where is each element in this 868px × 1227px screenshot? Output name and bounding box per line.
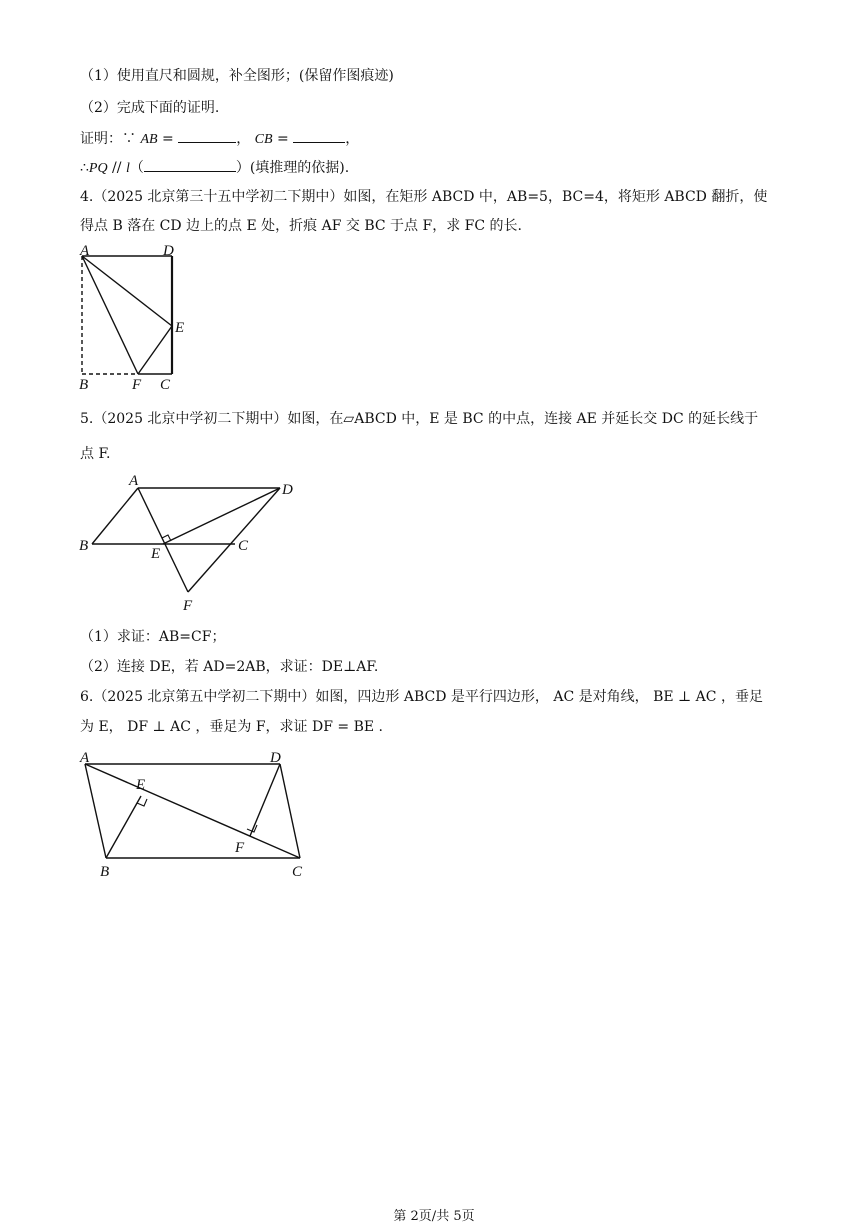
q3-part1: （1）使用直尺和圆规，补全图形；(保留作图痕迹) bbox=[80, 68, 394, 84]
line-dcf bbox=[188, 488, 280, 592]
q5-text-line2: 点 F. bbox=[80, 446, 111, 462]
blank-reason[interactable] bbox=[144, 157, 236, 172]
label-f: F bbox=[235, 840, 245, 856]
label-b: B bbox=[79, 538, 89, 554]
q5-part2: （2）连接 DE，若 AD=2AB，求证：DE⊥AF. bbox=[80, 659, 379, 675]
segment-be bbox=[106, 796, 141, 858]
reason-hint: ）(填推理的依据). bbox=[235, 160, 350, 176]
q3-proof-line bbox=[80, 128, 359, 150]
label-c: C bbox=[238, 538, 249, 554]
segment-ae bbox=[82, 256, 172, 326]
label-e: E bbox=[136, 777, 146, 793]
side-ab bbox=[92, 488, 138, 544]
label-d: D bbox=[163, 243, 174, 259]
label-d: D bbox=[270, 750, 281, 766]
side-dc bbox=[280, 764, 300, 858]
q3-conclusion-line bbox=[80, 157, 349, 179]
q5-part1: （1）求证：AB=CF； bbox=[80, 629, 226, 645]
right-angle-mark-f bbox=[247, 825, 257, 832]
comma: ， bbox=[236, 131, 251, 147]
q4-text-line1: 4.（2025 北京第三十五中学初二下期中）如图，在矩形 ABCD 中，AB=5，BC=4，将矩形 ABCD 翻折，使 bbox=[80, 189, 768, 205]
label-c: C bbox=[160, 377, 171, 393]
comma: ， bbox=[345, 131, 360, 147]
label-f: F bbox=[132, 377, 142, 393]
line-aef bbox=[138, 488, 188, 592]
equals-sign: = bbox=[157, 131, 179, 147]
q4-text-line2: 得点 B 落在 CD 边上的点 E 处，折痕 AF 交 BC 于点 F，求 FC 的长. bbox=[80, 218, 522, 234]
segment-ab: AB bbox=[140, 132, 158, 147]
line-pq: PQ bbox=[88, 161, 108, 176]
proof-prefix: 证明：∵ bbox=[80, 131, 136, 147]
label-b: B bbox=[79, 377, 89, 393]
segment-de bbox=[163, 488, 280, 544]
label-a: A bbox=[80, 243, 90, 259]
label-e: E bbox=[151, 546, 161, 562]
therefore-symbol: ∴ bbox=[80, 160, 89, 176]
segment-cb: CB bbox=[254, 132, 273, 147]
page-footer: 第 2页/共 5页 bbox=[393, 1209, 475, 1224]
segment-fe bbox=[138, 326, 172, 374]
line-l: l bbox=[125, 161, 130, 176]
parallel-symbol: // bbox=[107, 160, 126, 176]
q5-parallelogram-figure bbox=[70, 468, 310, 618]
equals-sign: = bbox=[272, 131, 294, 147]
q3-part2: （2）完成下面的证明. bbox=[80, 100, 220, 116]
label-b: B bbox=[100, 864, 110, 880]
label-a: A bbox=[80, 750, 90, 766]
q6-text-line2: 为 E， DF ⊥ AC ，垂足为 F，求证 DF = BE . bbox=[80, 719, 383, 735]
fold-line-af bbox=[82, 256, 138, 374]
blank-ab[interactable] bbox=[178, 128, 236, 143]
label-f: F bbox=[183, 598, 193, 614]
q4-rectangle-figure bbox=[70, 240, 200, 395]
q5-text-line1: 5.（2025 北京中学初二下期中）如图，在▱ABCD 中，E 是 BC 的中点，连接 AE 并延长交 DC 的延长线于 bbox=[80, 411, 759, 427]
segment-df bbox=[250, 764, 280, 836]
label-a: A bbox=[129, 473, 139, 489]
side-ab bbox=[85, 764, 106, 858]
q6-text-line1: 6.（2025 北京第五中学初二下期中）如图，四边形 ABCD 是平行四边形， AC 是对角线， BE ⊥ AC ，垂足 bbox=[80, 689, 763, 705]
diagonal-ac bbox=[85, 764, 300, 858]
label-d: D bbox=[282, 482, 293, 498]
label-e: E bbox=[175, 320, 185, 336]
open-paren: （ bbox=[129, 160, 144, 176]
label-c: C bbox=[292, 864, 303, 880]
blank-cb[interactable] bbox=[293, 128, 345, 143]
q6-parallelogram-figure bbox=[70, 742, 320, 887]
